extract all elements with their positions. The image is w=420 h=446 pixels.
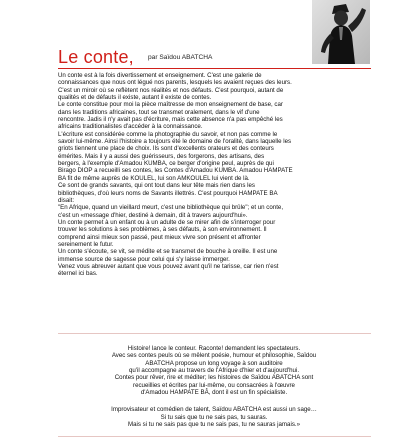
- body-line: qualités et de défauts il existe, autant il existe de contes.: [58, 94, 212, 102]
- body-line: comprend ainsi mieux son passé, peut mieux vivre son présent et affronter: [58, 233, 261, 241]
- presentation-line: Si tu sais que tu ne sais pas, tu sauras.: [160, 413, 268, 421]
- body-line: dans les traditions africaines, tout se transmet oralement, dans le vif d'une: [58, 108, 260, 116]
- article-body: [58, 72, 370, 278]
- body-line: L'écriture est considérée comme la photographie du savoir, et non pas comme le: [58, 130, 278, 138]
- body-line: africains traditionalistes d'accéder à la connaissance.: [58, 123, 203, 131]
- body-line: C'est un miroir où se reflètent nos réalités et nos défauts. C'est pourquoi, autant de: [58, 86, 284, 94]
- body-line: Birago DIOP a recueilli ses contes, les Contes d'Amadou KUMBA. Amadou HAMPATE: [58, 167, 293, 175]
- header-divider: [58, 68, 371, 69]
- presentation-line: ABATCHA propose un long voyage à son auditoire: [145, 359, 283, 367]
- body-line: griots tiennent une place de choix. Ils sont d'excellents orateurs et des conteurs: [58, 145, 274, 153]
- presentation-line: Avec ses contes peuls où se mêlent poésie, humour et philosophie, Saïdou: [111, 352, 317, 360]
- body-line: Un conte s'écoute, se vit, se médite et se transmet de bouche à oreille. Il est une: [58, 248, 278, 256]
- body-line: rencontre. Jadis il n'y avait pas d'écriture, mais cette absence n'a pas empêché les: [58, 116, 283, 124]
- paragraph-spacer: [64, 396, 364, 406]
- body-line: connaissances que nous ont légué nos parents, lesquels les avaient reçues des leurs.: [58, 79, 292, 87]
- body-line: sereinement le futur.: [58, 240, 114, 248]
- body-line: disait:: [58, 196, 75, 204]
- body-line: Venez vous abreuver autant que vous pouvez avant qu'il ne tarisse, car rien n'est: [58, 262, 279, 270]
- body-line: trouver les solutions à ses problèmes, à ses défauts, à son environnement. Il: [58, 226, 267, 234]
- body-line: immense source de sagesse pour celui qui s'y laisse immerger.: [58, 255, 230, 263]
- section-divider: [58, 333, 371, 334]
- presentation-line: qu'il accompagne au travers de l'Afrique d'hier et d'aujourd'hui.: [128, 367, 300, 375]
- storyteller-photo: [312, 0, 370, 64]
- body-line: Un conte permet à un enfant ou à un adulte de se mirer afin de s'interroger pour: [58, 218, 276, 226]
- body-line: c'est un «message d'hier, destiné à demain, dit à travers aujourd'hui».: [58, 211, 248, 219]
- presentation-line: Contes pour rêver, rire et méditer; les histoires de Saïdou ABATCHA sont: [114, 374, 314, 382]
- page-title: Le conte,: [58, 47, 134, 67]
- presentation-line: Histoire! lance le conteur. Raconte! demandent les spectateurs.: [127, 345, 301, 352]
- body-line: bibliothèques, d'où leurs noms de Savants illettrés. C'est pourquoi HAMPATE BA: [58, 189, 278, 197]
- storyteller-photo-image: [312, 0, 370, 64]
- presentation-line: recueillies et écrites par lui-même, ou consacrées à l'œuvre: [133, 381, 295, 389]
- footer-divider: [58, 436, 371, 437]
- body-line: Un conte est à la fois divertissement et enseignement. C'est une galerie de: [58, 72, 262, 79]
- body-line: émérites. Mais il y a aussi des guérisseurs, des forgerons, des artisans, des: [58, 152, 265, 160]
- body-line: éternel ici bas.: [58, 270, 98, 278]
- presentation-line: Improvisateur et comédien de talent, Saïdou ABATCHA est aussi un sage…: [111, 406, 317, 414]
- body-line: "En Afrique, quand un vieillard meurt, c'est une bibliothèque qui brûle"; et un conte,: [58, 204, 284, 212]
- author-byline: par Saïdou ABATCHA: [148, 54, 213, 61]
- presentation-block: [64, 345, 364, 428]
- body-line: BA fit de même auprès de KOULEL, lui son AMKOULEL lui vient de là.: [58, 174, 250, 182]
- presentation-line: Mais si tu ne sais pas que tu ne sais pas, tu ne sauras jamais.»: [127, 421, 301, 429]
- body-line: bergers, à l'exemple d'Amadou KUMBA, ce berger d'origine peul, auprès de qui: [58, 160, 274, 168]
- presentation-line: d'Amadou HAMPATE BÂ, dont il est un fin spécialiste.: [140, 389, 288, 397]
- body-line: Le conte constitue pour moi la pièce maîtresse de mon enseignement de base, car: [58, 101, 283, 109]
- body-line: savoir lui-même. Ainsi l'histoire a toujours été le domaine de l'oralité, dans laquelle les: [58, 138, 292, 146]
- body-line: Ce sont de grands savants, qui ont tout dans leur tête mais rien dans les: [58, 182, 255, 190]
